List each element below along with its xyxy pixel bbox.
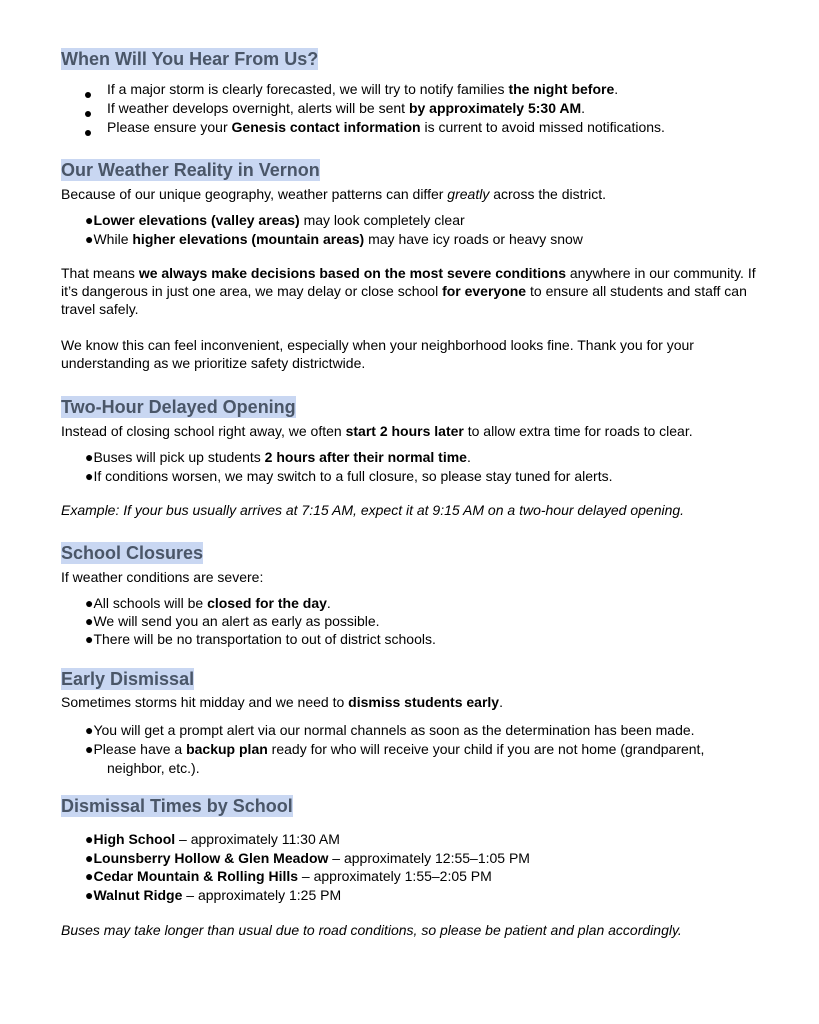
heading-early-dismissal: Early Dismissal [61, 669, 195, 689]
heading-hear-from-us: When Will You Hear From Us? [61, 49, 319, 69]
dismissal-time-row [85, 830, 745, 848]
heading-delayed-opening: Two-Hour Delayed Opening [61, 397, 296, 417]
text-run: That means [61, 265, 139, 281]
bold-run: backup plan [186, 741, 268, 757]
list-item [85, 211, 745, 229]
dismissal-time: – approximately 1:25 PM [182, 887, 342, 903]
dismissal-time-row [85, 867, 745, 885]
text-run: anywhere in our community. If it’s dangerous in just one area, we may delay or close school [61, 265, 756, 299]
bold-run: for everyone [442, 283, 527, 299]
bold-run: start 2 hours later [345, 423, 464, 439]
bold-run: Genesis contact information [231, 119, 421, 135]
text-run: to allow extra time for roads to clear. [463, 423, 693, 439]
list-item [85, 594, 745, 612]
bullet-glyph: ● [85, 595, 94, 611]
text-run: may look completely clear [299, 212, 465, 228]
school-name: Cedar Mountain & Rolling Hills [93, 868, 299, 884]
list-item-continuation: neighbor, etc.). [107, 760, 200, 776]
bullet-dot [85, 130, 91, 136]
bullet-glyph: ● [85, 468, 94, 484]
paragraph-intro [61, 185, 761, 203]
example-note: Example: If your bus usually arrives at 7:15 AM, expect it at 9:15 AM on a two-hour delayed opening. [61, 502, 685, 518]
text-run: . [466, 449, 471, 465]
footer-note: Buses may take longer than usual due to road conditions, so please be patient and plan accordingly. [61, 922, 682, 938]
text-run: If conditions worsen, we may switch to a full closure, so please stay tuned for alerts. [93, 468, 613, 484]
bold-run: the night before [508, 81, 615, 97]
heading-weather-reality: Our Weather Reality in Vernon [61, 160, 320, 180]
text-run: . [614, 81, 619, 97]
dismissal-time-row [85, 849, 745, 867]
bold-run: higher elevations (mountain areas) [132, 231, 365, 247]
paragraph-intro [61, 693, 761, 711]
bullet-glyph: ● [85, 887, 94, 903]
text-run: may have icy roads or heavy snow [364, 231, 583, 247]
bullet-glyph: ● [85, 212, 94, 228]
paragraph-decisions [61, 264, 761, 318]
text-run: If weather develops overnight, alerts will be sent [107, 100, 409, 116]
bold-run: dismiss students early [348, 694, 500, 710]
dismissal-time: – approximately 12:55–1:05 PM [328, 850, 530, 866]
bold-run: 2 hours after their normal time [264, 449, 467, 465]
list-item [85, 612, 745, 630]
bold-run: closed for the day [207, 595, 327, 611]
bold-run: by approximately 5:30 AM [408, 100, 582, 116]
dismissal-time: – approximately 1:55–2:05 PM [298, 868, 492, 884]
dismissal-time-row [85, 886, 745, 904]
bullet-glyph: ● [85, 850, 94, 866]
list-item [107, 80, 767, 98]
bold-run: we always make decisions based on the most severe conditions [138, 265, 566, 281]
paragraph-inconvenient: We know this can feel inconvenient, especially when your neighborhood looks fine. Thank you for your understanding as we prioritize safety districtwide. [61, 337, 694, 371]
list-item [85, 721, 745, 739]
list-item [107, 118, 767, 136]
text-run: ready for who will receive your child if you are not home (grandparent, [267, 741, 705, 757]
text-run: is current to avoid missed notifications. [420, 119, 665, 135]
bullet-dot [85, 92, 91, 98]
bullet-glyph: ● [85, 231, 94, 247]
text-run: If a major storm is clearly forecasted, we will try to notify families [107, 81, 509, 97]
paragraph-intro: If weather conditions are severe: [61, 569, 264, 585]
italic-run: greatly [447, 186, 490, 202]
heading-dismissal-times: Dismissal Times by School [61, 796, 293, 816]
dismissal-time: – approximately 11:30 AM [175, 831, 340, 847]
school-name: Walnut Ridge [93, 887, 183, 903]
text-run: Sometimes storms hit midday and we need to [61, 694, 349, 710]
text-run: Buses will pick up students [93, 449, 265, 465]
paragraph-intro [61, 422, 761, 440]
bullet-glyph: ● [85, 613, 94, 629]
text-run: . [499, 694, 503, 710]
bullet-glyph: ● [85, 631, 94, 647]
text-run: There will be no transportation to out of district schools. [93, 631, 436, 647]
bullet-glyph: ● [85, 741, 94, 757]
bullet-glyph: ● [85, 449, 94, 465]
heading-school-closures: School Closures [61, 543, 204, 563]
bullet-glyph: ● [85, 722, 94, 738]
list-item [85, 630, 745, 648]
text-run: Instead of closing school right away, we often [61, 423, 346, 439]
list-item [107, 99, 767, 117]
bullet-dot [85, 111, 91, 117]
list-item [85, 467, 745, 485]
text-run: Please ensure your [107, 119, 232, 135]
list-item [85, 740, 745, 758]
text-run: We will send you an alert as early as possible. [93, 613, 380, 629]
bold-run: Lower elevations (valley areas) [93, 212, 300, 228]
text-run: . [581, 100, 586, 116]
text-run: to ensure all students and staff can travel safely. [61, 283, 747, 317]
bullet-glyph: ● [85, 868, 94, 884]
text-run: All schools will be [93, 595, 208, 611]
text-run: Please have a [93, 741, 187, 757]
text-run: You will get a prompt alert via our normal channels as soon as the determination has been made. [93, 722, 695, 738]
text-run: While [93, 231, 133, 247]
list-item [85, 230, 745, 248]
bullet-glyph: ● [85, 831, 94, 847]
school-name: High School [93, 831, 176, 847]
text-run: . [326, 595, 331, 611]
school-name: Lounsberry Hollow & Glen Meadow [93, 850, 329, 866]
text-run: across the district. [489, 186, 607, 202]
text-run: Because of our unique geography, weather patterns can differ [61, 186, 448, 202]
list-item [85, 448, 745, 466]
